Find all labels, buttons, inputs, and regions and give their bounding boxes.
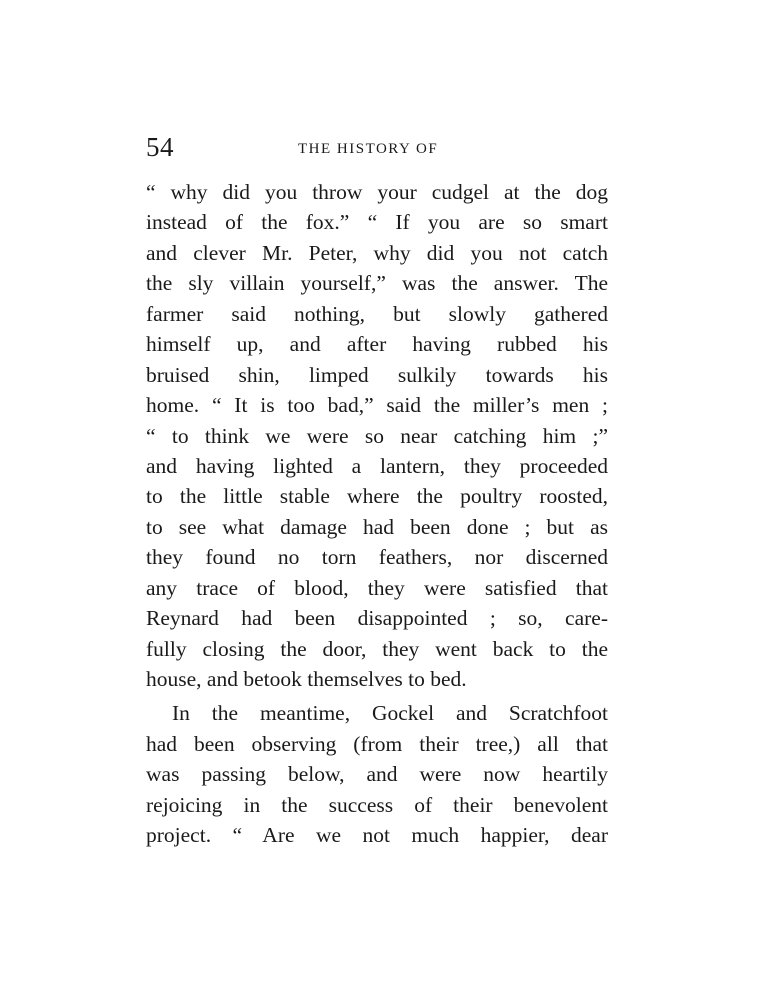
text-line: and clever Mr. Peter, why did you not catch (146, 240, 608, 265)
text-line: In the meantime, Gockel and Scratchfoot (172, 701, 608, 726)
running-head: THE HISTORY OF (298, 141, 439, 157)
text-line: they found no torn feathers, nor discerned (146, 545, 608, 570)
text-line: and having lighted a lantern, they proceeded (146, 453, 608, 478)
text-line: home. “ It is too bad,” said the miller’s men ; (146, 393, 608, 418)
text-line: had been observing (from their tree,) all that (146, 731, 608, 756)
text-line: “ to think we were so near catching him ;” (146, 423, 608, 448)
body-text (146, 177, 608, 851)
text-line: to see what damage had been done ; but as (146, 514, 608, 539)
text-line: rejoicing in the success of their benevolent (146, 792, 608, 817)
page-number: 54 (146, 132, 174, 162)
text-line: instead of the fox.” “ If you are so smart (146, 210, 608, 235)
text-line: was passing below, and were now heartily (146, 762, 608, 787)
paragraph-2 (146, 698, 608, 850)
text-line: himself up, and after having rubbed his (146, 332, 608, 357)
text-line: to the little stable where the poultry roosted, (146, 484, 608, 509)
text-line: “ why did you throw your cudgel at the dog (146, 180, 608, 204)
text-line: Reynard had been disappointed ; so, care- (146, 606, 608, 631)
text-line: project. “ Are we not much happier, dear (146, 823, 608, 848)
text-line: fully closing the door, they went back to the (146, 636, 608, 661)
text-line: any trace of blood, they were satisfied that (146, 575, 608, 600)
text-line: farmer said nothing, but slowly gathered (146, 301, 608, 326)
text-line: the sly villain yourself,” was the answer. The (146, 271, 608, 296)
paragraph-1 (146, 177, 608, 694)
text-line: bruised shin, limped sulkily towards his (146, 362, 608, 387)
text-line: house, and betook themselves to bed. (146, 667, 467, 691)
